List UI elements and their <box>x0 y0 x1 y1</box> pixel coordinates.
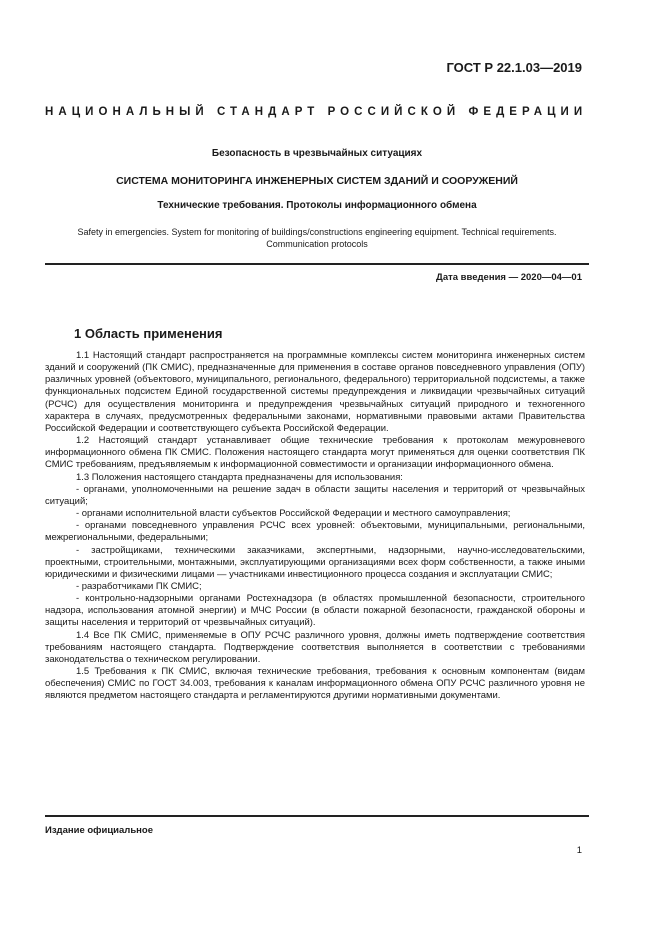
paragraph: 1.2 Настоящий стандарт устанавливает общие технические требования к протоколам межуровневого информационного обмена ПК СМИС. Положения настоящего стандарта могут применяться для оценки соответствия ПК СМИС требованиям, предъявляемым к информационной совместимости и организации информационного обмена. <box>45 435 585 471</box>
list-item: - органами повседневного управления РСЧС всех уровней: объектовыми, муниципальными, региональными, межрегиональными, федеральными; <box>45 520 585 544</box>
divider <box>45 263 589 265</box>
document-title-secondary: Технические требования. Протоколы информационного обмена <box>157 200 477 211</box>
divider <box>45 815 589 817</box>
document-title: СИСТЕМА МОНИТОРИНГА ИНЖЕНЕРНЫХ СИСТЕМ ЗДАНИЙ И СООРУЖЕНИЙ <box>116 175 518 187</box>
section-heading: 1 Область применения <box>74 326 223 341</box>
list-item: - органами исполнительной власти субъектов Российской Федерации и местного самоуправления; <box>76 508 511 520</box>
paragraph: 1.4 Все ПК СМИС, применяемые в ОПУ РСЧС различного уровня, должны иметь подтверждение соответствия требованиям настоящего стандарта. Подтверждение соответствия выполняется в соответствии с требованиями законодательства о техническом регулировании. <box>45 629 585 665</box>
document-code: ГОСТ Р 22.1.03—2019 <box>446 60 582 75</box>
section-body <box>45 350 585 703</box>
introduction-date: Дата введения — 2020—04—01 <box>436 272 582 283</box>
paragraph: 1.1 Настоящий стандарт распространяется на программные комплексы систем мониторинга инженерных систем зданий и сооружений (ПК СМИС), предназначенные для применения в составе органов повседневного управления (ОПУ) различных уровней (объектового, муниципального, регионального, федерального) территориальной подсистемы, а также функциональных подсистем Единой государственной системы предупреждения и ликвидации чрезвычайных ситуаций (РСЧС) для осуществления мониторинга и предупреждения чрезвычайных ситуаций природного и техногенного характера в случаях, предусмотренных федеральными законами, нормативными правовыми актами Правительства Российской Федерации и соответствующего субъекта Российской Федерации. <box>45 350 585 434</box>
list-item: - органами, уполномоченными на решение задач в области защиты населения и территорий от чрезвычайных ситуаций; <box>45 483 585 507</box>
list-item: - застройщиками, техническими заказчиками, экспертными, надзорными, научно-исследовательскими, проектными, строительными, монтажными, эксплуатирующими организациями всех форм собственности, а также иными юридическими и физическими лицами — участниками инвестиционного процесса создания и эксплуатации СМИС; <box>45 544 585 580</box>
page-number: 1 <box>576 845 582 856</box>
paragraph: 1.3 Положения настоящего стандарта предназначены для использования: <box>76 471 403 483</box>
english-title-line: Communication protocols <box>266 239 368 249</box>
document-subtitle: Безопасность в чрезвычайных ситуациях <box>211 148 423 159</box>
english-title <box>45 226 589 250</box>
edition-label: Издание официальное <box>45 825 153 836</box>
national-standard-banner: НАЦИОНАЛЬНЫЙ СТАНДАРТ РОССИЙСКОЙ ФЕДЕРАЦИИ <box>45 106 588 118</box>
list-item: - разработчиками ПК СМИС; <box>76 580 202 592</box>
paragraph: 1.5 Требования к ПК СМИС, включая технические требования, требования к основным компонентам (видам обеспечения) СМИС по ГОСТ 34.003, требования к каналам информационного обмена ОПУ РСЧС различного уровня не являются предметом настоящего стандарта и регламентируются другими нормативными документами. <box>45 666 585 702</box>
english-title-line: Safety in emergencies. System for monitoring of buildings/constructions engineering equipment. Technical requirements. <box>77 227 557 237</box>
list-item: - контрольно-надзорными органами Ростехнадзора (в областях промышленной безопасности, строительного надзора, использования атомной энергии) и МЧС России (в области пожарной безопасности, гражданской обороны и защиты населения и территорий от чрезвычайных ситуаций). <box>45 593 585 629</box>
